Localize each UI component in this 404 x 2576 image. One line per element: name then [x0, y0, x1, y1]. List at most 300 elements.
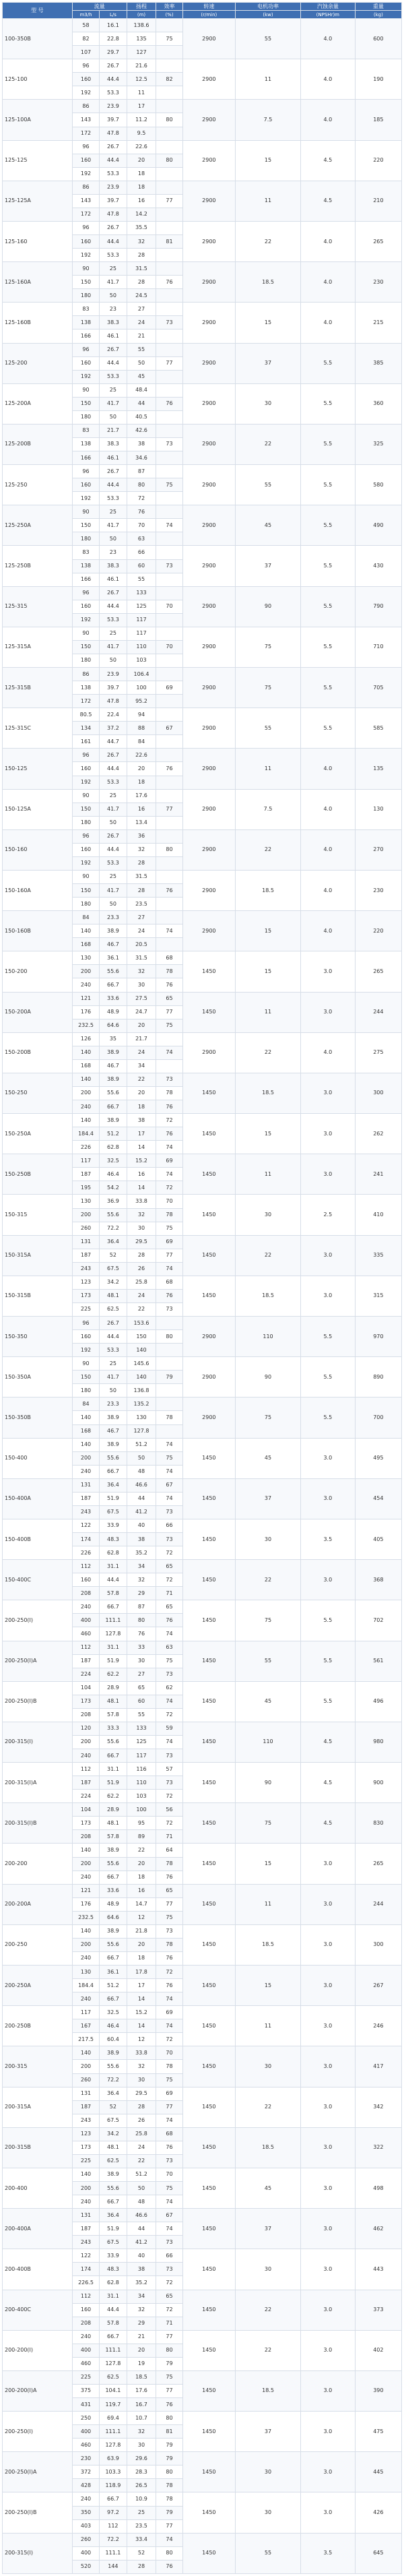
- head-cell: 28: [127, 249, 156, 262]
- efficiency-cell: 68: [156, 1276, 182, 1289]
- flow-m3h-cell: 243: [72, 2114, 99, 2127]
- flow-m3h-cell: 161: [72, 735, 99, 749]
- flow-ls-cell: 38.9: [100, 2168, 127, 2181]
- header-efficiency-unit: (%): [156, 11, 182, 19]
- flow-m3h-cell: 96: [72, 586, 99, 600]
- efficiency-cell: 78: [156, 965, 182, 978]
- head-cell: 95: [127, 1817, 156, 1830]
- flow-m3h-cell: 107: [72, 46, 99, 59]
- head-cell: 106.4: [127, 668, 156, 681]
- model-cell: 125-250A: [3, 505, 73, 546]
- head-cell: 32: [127, 1208, 156, 1222]
- efficiency-cell: 68: [156, 2127, 182, 2141]
- flow-ls-cell: 31.1: [100, 1641, 127, 1654]
- power-cell: 75: [236, 1803, 301, 1844]
- flow-ls-cell: 54.2: [100, 1181, 127, 1195]
- model-cell: 200-200(I)A: [3, 2370, 73, 2411]
- flow-ls-cell: 55.6: [100, 1735, 127, 1749]
- head-cell: 25: [127, 2506, 156, 2519]
- efficiency-cell: [156, 221, 182, 234]
- table-row: [3, 2006, 402, 2019]
- flow-ls-cell: 23.9: [100, 100, 127, 113]
- npsh-cell: 4.5: [300, 1803, 355, 1844]
- power-cell: 37: [236, 1478, 301, 1519]
- head-cell: 30: [127, 1654, 156, 1668]
- head-cell: 14: [127, 1141, 156, 1154]
- npsh-cell: 3.0: [300, 1276, 355, 1316]
- flow-m3h-cell: 90: [72, 870, 99, 883]
- header-weight: 重量: [355, 3, 401, 11]
- flow-m3h-cell: 243: [72, 1262, 99, 1276]
- head-cell: 11: [127, 86, 156, 100]
- head-cell: 20: [127, 1938, 156, 1951]
- flow-m3h-cell: 240: [72, 978, 99, 992]
- efficiency-cell: 77: [156, 803, 182, 816]
- flow-m3h-cell: 225: [72, 1302, 99, 1316]
- flow-m3h-cell: 112: [72, 1560, 99, 1573]
- flow-ls-cell: 33.6: [100, 992, 127, 1005]
- flow-ls-cell: 66.7: [100, 2195, 127, 2209]
- flow-ls-cell: 66.7: [100, 1871, 127, 1884]
- power-cell: 22: [236, 221, 301, 261]
- efficiency-cell: 75: [156, 1654, 182, 1668]
- head-cell: 20.5: [127, 938, 156, 951]
- head-cell: 133: [127, 1722, 156, 1735]
- table-header: [3, 3, 402, 19]
- head-cell: 17.8: [127, 1966, 156, 1979]
- power-cell: 55: [236, 19, 301, 59]
- efficiency-cell: [156, 289, 182, 303]
- table-row: [3, 546, 402, 559]
- npsh-cell: 3.0: [300, 1154, 355, 1195]
- speed-cell: 2900: [182, 221, 235, 261]
- head-cell: 117: [127, 613, 156, 627]
- weight-cell: 244: [355, 1884, 401, 1924]
- table-row: [3, 343, 402, 356]
- flow-m3h-cell: 160: [72, 154, 99, 167]
- flow-ls-cell: 64.6: [100, 1019, 127, 1032]
- head-cell: 14: [127, 1992, 156, 2006]
- flow-m3h-cell: 80.5: [72, 708, 99, 722]
- head-cell: 24.5: [127, 289, 156, 303]
- flow-ls-cell: 26.7: [100, 140, 127, 154]
- head-cell: 48: [127, 2195, 156, 2209]
- flow-ls-cell: 41.7: [100, 276, 127, 289]
- efficiency-cell: [156, 1384, 182, 1397]
- head-cell: 60: [127, 1695, 156, 1708]
- power-cell: 18.5: [236, 262, 301, 303]
- weight-cell: 454: [355, 1478, 401, 1519]
- flow-m3h-cell: 160: [72, 356, 99, 370]
- header-npsh-unit: (NPSHr)m: [300, 11, 355, 19]
- flow-m3h-cell: 112: [72, 1763, 99, 1776]
- power-cell: 15: [236, 951, 301, 992]
- model-cell: 125-315C: [3, 708, 73, 749]
- power-cell: 22: [236, 2290, 301, 2330]
- flow-ls-cell: 53.3: [100, 249, 127, 262]
- flow-ls-cell: 46.7: [100, 1059, 127, 1073]
- flow-m3h-cell: 140: [72, 1073, 99, 1086]
- header-efficiency: 效率: [156, 3, 182, 11]
- flow-m3h-cell: 167: [72, 2019, 99, 2033]
- efficiency-cell: 73: [156, 1776, 182, 1790]
- efficiency-cell: 65: [156, 1600, 182, 1614]
- efficiency-cell: 74: [156, 1992, 182, 2006]
- flow-ls-cell: 53.3: [100, 167, 127, 181]
- flow-ls-cell: 34.2: [100, 2127, 127, 2141]
- flow-m3h-cell: 180: [72, 1384, 99, 1397]
- efficiency-cell: [156, 329, 182, 343]
- head-cell: 32: [127, 1573, 156, 1587]
- npsh-cell: 4.5: [300, 181, 355, 221]
- flow-m3h-cell: 400: [72, 1614, 99, 1627]
- flow-m3h-cell: 173: [72, 1817, 99, 1830]
- head-cell: 34: [127, 2290, 156, 2303]
- head-cell: 34: [127, 1059, 156, 1073]
- efficiency-cell: 77: [156, 1249, 182, 1262]
- efficiency-cell: [156, 532, 182, 546]
- head-cell: 18.5: [127, 2370, 156, 2384]
- head-cell: 130: [127, 1411, 156, 1424]
- head-cell: 50: [127, 2182, 156, 2195]
- flow-ls-cell: 62.8: [100, 1546, 127, 1560]
- table-row: [3, 1114, 402, 1127]
- flow-m3h-cell: 166: [72, 329, 99, 343]
- efficiency-cell: [156, 127, 182, 140]
- head-cell: 18: [127, 181, 156, 194]
- speed-cell: 1450: [182, 2492, 235, 2533]
- flow-m3h-cell: 168: [72, 938, 99, 951]
- head-cell: 51.2: [127, 1438, 156, 1451]
- flow-ls-cell: 53.3: [100, 492, 127, 505]
- flow-m3h-cell: 96: [72, 749, 99, 762]
- head-cell: 24: [127, 1046, 156, 1059]
- efficiency-cell: 74: [156, 2222, 182, 2236]
- model-cell: 200-315(I): [3, 1722, 73, 1762]
- speed-cell: 1450: [182, 1276, 235, 1316]
- table-row: [3, 951, 402, 965]
- efficiency-cell: 73: [156, 1924, 182, 1938]
- speed-cell: 1450: [182, 1195, 235, 1235]
- efficiency-cell: 77: [156, 2519, 182, 2533]
- head-cell: 72: [127, 492, 156, 505]
- flow-m3h-cell: 230: [72, 2452, 99, 2465]
- flow-m3h-cell: 208: [72, 1830, 99, 1844]
- head-cell: 125: [127, 1735, 156, 1749]
- flow-ls-cell: 38.9: [100, 2046, 127, 2060]
- npsh-cell: 4.0: [300, 789, 355, 829]
- flow-ls-cell: 38.9: [100, 1046, 127, 1059]
- flow-ls-cell: 48.1: [100, 1289, 127, 1302]
- flow-m3h-cell: 143: [72, 113, 99, 127]
- flow-m3h-cell: 260: [72, 2533, 99, 2546]
- flow-m3h-cell: 168: [72, 1059, 99, 1073]
- flow-ls-cell: 41.7: [100, 519, 127, 532]
- flow-ls-cell: 62.2: [100, 1790, 127, 1803]
- weight-cell: 430: [355, 546, 401, 586]
- power-cell: 90: [236, 1357, 301, 1397]
- head-cell: 29.6: [127, 2452, 156, 2465]
- flow-ls-cell: 69.4: [100, 2412, 127, 2425]
- efficiency-cell: [156, 424, 182, 437]
- flow-m3h-cell: 160: [72, 235, 99, 249]
- flow-m3h-cell: 240: [72, 1871, 99, 1884]
- weight-cell: 230: [355, 870, 401, 910]
- npsh-cell: 3.5: [300, 2533, 355, 2573]
- table-row: [3, 1317, 402, 1330]
- npsh-cell: 5.5: [300, 1397, 355, 1438]
- flow-ls-cell: 72.2: [100, 2073, 127, 2087]
- speed-cell: 2900: [182, 627, 235, 667]
- efficiency-cell: [156, 856, 182, 870]
- head-cell: 12.5: [127, 73, 156, 86]
- speed-cell: 2900: [182, 465, 235, 505]
- head-cell: 36: [127, 829, 156, 843]
- flow-ls-cell: 55.6: [100, 1086, 127, 1100]
- weight-cell: 130: [355, 789, 401, 829]
- head-cell: 31.5: [127, 870, 156, 883]
- efficiency-cell: 75: [156, 2073, 182, 2087]
- speed-cell: 1450: [182, 1884, 235, 1924]
- efficiency-cell: [156, 911, 182, 924]
- flow-m3h-cell: 243: [72, 1505, 99, 1519]
- header-head: 扬程: [127, 3, 156, 11]
- efficiency-cell: 72: [156, 2033, 182, 2046]
- model-cell: 150-125: [3, 749, 73, 789]
- header-flow: 流量: [72, 3, 127, 11]
- flow-ls-cell: 66.7: [100, 1951, 127, 1965]
- efficiency-cell: 73: [156, 2236, 182, 2249]
- efficiency-cell: 80: [156, 2344, 182, 2357]
- flow-ls-cell: 63.9: [100, 2452, 127, 2465]
- efficiency-cell: 69: [156, 681, 182, 695]
- flow-m3h-cell: 232.5: [72, 1911, 99, 1924]
- model-cell: 150-350B: [3, 1397, 73, 1438]
- model-cell: 200-200: [3, 1844, 73, 1884]
- table-row: [3, 1438, 402, 1451]
- weight-cell: 410: [355, 1195, 401, 1235]
- npsh-cell: 3.0: [300, 2412, 355, 2452]
- head-cell: 65: [127, 1681, 156, 1695]
- npsh-cell: 3.0: [300, 2249, 355, 2290]
- flow-m3h-cell: 226: [72, 1141, 99, 1154]
- flow-m3h-cell: 126: [72, 1032, 99, 1046]
- flow-ls-cell: 48.9: [100, 1005, 127, 1019]
- header-speed: 转速: [182, 3, 235, 11]
- head-cell: 18: [127, 1100, 156, 1114]
- flow-ls-cell: 53.3: [100, 613, 127, 627]
- weight-cell: 700: [355, 1397, 401, 1438]
- flow-m3h-cell: 90: [72, 262, 99, 276]
- npsh-cell: 2.5: [300, 1195, 355, 1235]
- head-cell: 26.5: [127, 2479, 156, 2492]
- head-cell: 31.5: [127, 262, 156, 276]
- flow-ls-cell: 111.1: [100, 2425, 127, 2439]
- flow-m3h-cell: 431: [72, 2398, 99, 2412]
- head-cell: 23.5: [127, 2519, 156, 2533]
- efficiency-cell: [156, 1344, 182, 1357]
- table-row: [3, 1844, 402, 1857]
- efficiency-cell: 72: [156, 1708, 182, 1722]
- flow-ls-cell: 127.8: [100, 2439, 127, 2452]
- head-cell: 15.2: [127, 1154, 156, 1168]
- model-cell: 125-315B: [3, 668, 73, 708]
- npsh-cell: 3.0: [300, 2127, 355, 2168]
- flow-ls-cell: 16.1: [100, 19, 127, 32]
- flow-ls-cell: 23.9: [100, 668, 127, 681]
- table-row: [3, 1763, 402, 1776]
- efficiency-cell: 74: [156, 924, 182, 938]
- efficiency-cell: [156, 586, 182, 600]
- power-cell: 110: [236, 1317, 301, 1357]
- table-row: [3, 1681, 402, 1695]
- head-cell: 42.6: [127, 424, 156, 437]
- table-row: [3, 1600, 402, 1614]
- flow-m3h-cell: 224: [72, 1790, 99, 1803]
- power-cell: 15: [236, 911, 301, 951]
- flow-m3h-cell: 96: [72, 829, 99, 843]
- model-cell: 200-400: [3, 2168, 73, 2208]
- npsh-cell: 3.0: [300, 2492, 355, 2533]
- flow-m3h-cell: 187: [72, 2222, 99, 2236]
- head-cell: 30: [127, 2073, 156, 2087]
- efficiency-cell: 79: [156, 2439, 182, 2452]
- flow-m3h-cell: 123: [72, 2127, 99, 2141]
- npsh-cell: 3.0: [300, 1438, 355, 1478]
- flow-ls-cell: 26.7: [100, 343, 127, 356]
- flow-ls-cell: 103.3: [100, 2465, 127, 2479]
- efficiency-cell: 74: [156, 519, 182, 532]
- power-cell: 37: [236, 546, 301, 586]
- flow-ls-cell: 41.7: [100, 397, 127, 410]
- flow-m3h-cell: 260: [72, 1222, 99, 1235]
- flow-ls-cell: 111.1: [100, 2344, 127, 2357]
- flow-ls-cell: 46.4: [100, 1168, 127, 1181]
- efficiency-cell: 76: [156, 2141, 182, 2154]
- power-cell: 22: [236, 424, 301, 464]
- flow-m3h-cell: 240: [72, 2492, 99, 2506]
- flow-m3h-cell: 200: [72, 1938, 99, 1951]
- head-cell: 50: [127, 1451, 156, 1465]
- flow-m3h-cell: 122: [72, 1519, 99, 1532]
- efficiency-cell: 78: [156, 2492, 182, 2506]
- flow-ls-cell: 38.9: [100, 1411, 127, 1424]
- power-cell: 45: [236, 1438, 301, 1478]
- head-cell: 117: [127, 627, 156, 640]
- head-cell: 66: [127, 546, 156, 559]
- npsh-cell: 4.0: [300, 749, 355, 789]
- speed-cell: 2900: [182, 546, 235, 586]
- power-cell: 55: [236, 708, 301, 749]
- head-cell: 17.6: [127, 2384, 156, 2397]
- head-cell: 30: [127, 1222, 156, 1235]
- efficiency-cell: 73: [156, 316, 182, 329]
- efficiency-cell: 77: [156, 356, 182, 370]
- speed-cell: 1450: [182, 2046, 235, 2087]
- head-cell: 150: [127, 1330, 156, 1344]
- head-cell: 110: [127, 640, 156, 654]
- speed-cell: 1450: [182, 1073, 235, 1113]
- head-cell: 27.5: [127, 992, 156, 1005]
- weight-cell: 498: [355, 2168, 401, 2208]
- weight-cell: 342: [355, 2087, 401, 2127]
- flow-ls-cell: 44.4: [100, 73, 127, 86]
- model-cell: 200-315(I)A: [3, 1763, 73, 1803]
- head-cell: 35.2: [127, 1546, 156, 1560]
- table-row: [3, 2209, 402, 2222]
- model-cell: 125-160: [3, 221, 73, 261]
- table-row: [3, 383, 402, 397]
- flow-ls-cell: 57.8: [100, 1587, 127, 1600]
- head-cell: 17.6: [127, 789, 156, 803]
- efficiency-cell: [156, 303, 182, 316]
- efficiency-cell: 76: [156, 1127, 182, 1141]
- flow-ls-cell: 52: [100, 1249, 127, 1262]
- speed-cell: 1450: [182, 2330, 235, 2370]
- head-cell: 117: [127, 1749, 156, 1763]
- table-row: [3, 303, 402, 316]
- head-cell: 87: [127, 1600, 156, 1614]
- flow-ls-cell: 46.1: [100, 451, 127, 465]
- flow-m3h-cell: 83: [72, 424, 99, 437]
- flow-ls-cell: 41.7: [100, 640, 127, 654]
- weight-cell: 402: [355, 2330, 401, 2370]
- flow-m3h-cell: 86: [72, 100, 99, 113]
- flow-ls-cell: 53.3: [100, 86, 127, 100]
- flow-ls-cell: 35: [100, 1032, 127, 1046]
- efficiency-cell: 74: [156, 1695, 182, 1708]
- flow-ls-cell: 25: [100, 1357, 127, 1371]
- efficiency-cell: 64: [156, 1844, 182, 1857]
- efficiency-cell: 74: [156, 2195, 182, 2209]
- flow-m3h-cell: 96: [72, 221, 99, 234]
- speed-cell: 2900: [182, 303, 235, 343]
- flow-ls-cell: 119.7: [100, 2398, 127, 2412]
- flow-m3h-cell: 140: [72, 1844, 99, 1857]
- efficiency-cell: 72: [156, 1181, 182, 1195]
- flow-m3h-cell: 131: [72, 2209, 99, 2222]
- head-cell: 20: [127, 1019, 156, 1032]
- efficiency-cell: [156, 249, 182, 262]
- flow-ls-cell: 22.4: [100, 708, 127, 722]
- weight-cell: 325: [355, 424, 401, 464]
- npsh-cell: 5.5: [300, 586, 355, 627]
- efficiency-cell: 72: [156, 1114, 182, 1127]
- efficiency-cell: 80: [156, 2465, 182, 2479]
- head-cell: 32: [127, 2425, 156, 2439]
- flow-m3h-cell: 104: [72, 1681, 99, 1695]
- model-cell: 200-250: [3, 1924, 73, 1965]
- flow-m3h-cell: 130: [72, 951, 99, 965]
- flow-m3h-cell: 96: [72, 465, 99, 478]
- speed-cell: 1450: [182, 1114, 235, 1154]
- efficiency-cell: 79: [156, 2452, 182, 2465]
- head-cell: 10.7: [127, 2412, 156, 2425]
- npsh-cell: 4.0: [300, 829, 355, 870]
- head-cell: 28.3: [127, 2465, 156, 2479]
- head-cell: 16: [127, 1168, 156, 1181]
- efficiency-cell: 82: [156, 73, 182, 86]
- head-cell: 14.2: [127, 208, 156, 221]
- weight-cell: 445: [355, 2452, 401, 2492]
- table-row: [3, 627, 402, 640]
- efficiency-cell: 77: [156, 2330, 182, 2344]
- efficiency-cell: [156, 46, 182, 59]
- efficiency-cell: [156, 816, 182, 829]
- efficiency-cell: [156, 208, 182, 221]
- flow-ls-cell: 44.4: [100, 235, 127, 249]
- flow-m3h-cell: 168: [72, 1424, 99, 1438]
